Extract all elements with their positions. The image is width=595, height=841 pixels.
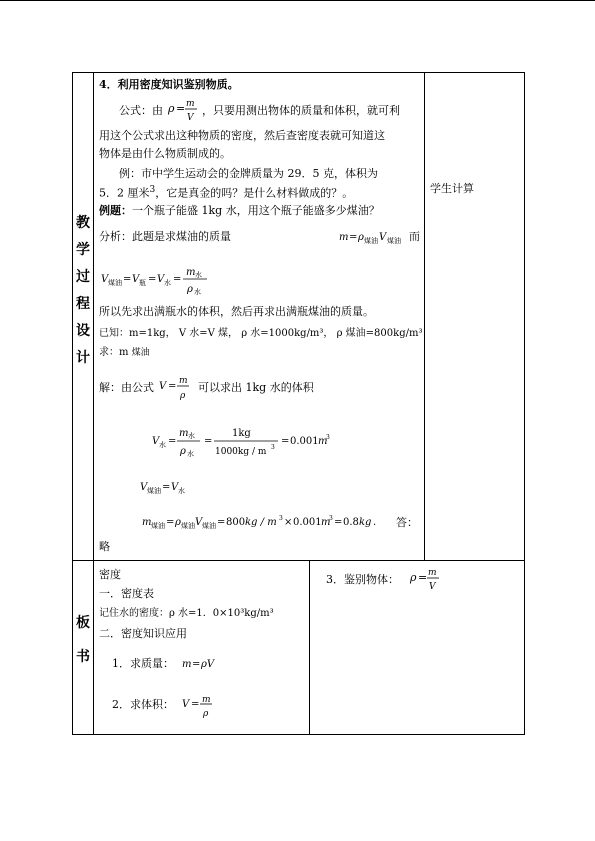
known-values: 已知：m=1kg， V 水=V 煤， ρ 水=1000kg/m³， ρ 煤油=800kg/m³: [99, 328, 423, 339]
svg-text:=: =: [334, 517, 343, 528]
svg-text:1000kg / m: 1000kg / m: [215, 447, 267, 457]
answer-label: 答：: [396, 516, 418, 529]
svg-text:水: 水: [188, 432, 195, 440]
analysis-tail: 而: [409, 230, 420, 243]
answer-text: 略: [99, 540, 110, 553]
board-item: 一．密度表: [99, 587, 154, 600]
svg-text:m: m: [318, 436, 328, 447]
svg-text:=: =: [168, 436, 177, 447]
volume-formula-inline: [157, 373, 197, 403]
kerosene-mass-calc: [140, 513, 390, 531]
svg-text:m: m: [202, 695, 211, 705]
svg-text:ρ: ρ: [203, 709, 209, 719]
find-line: 求：m 煤油: [99, 347, 150, 358]
svg-text:水: 水: [178, 487, 185, 495]
board-sub: 1．求质量：: [112, 657, 174, 670]
water-volume-calc: [150, 424, 360, 458]
svg-text:煤油: 煤油: [202, 522, 216, 530]
svg-text:3: 3: [329, 515, 333, 522]
svg-text:煤油: 煤油: [151, 522, 165, 530]
label-char: 计: [76, 350, 90, 366]
svg-text:V: V: [171, 482, 179, 493]
volume-formula: [180, 692, 220, 722]
solution-prefix: 解：由公式: [99, 381, 154, 394]
board-sub: 3．鉴别物体：: [326, 573, 399, 586]
board-item: 二．密度知识应用: [99, 627, 187, 640]
svg-text:800: 800: [226, 517, 246, 528]
svg-text:ρ: ρ: [168, 102, 175, 115]
example2: 例题：一个瓶子能盛 1kg 水，用这个瓶子能盛多少煤油？: [99, 204, 380, 217]
example1-line2: 5．2 厘米$^3$，它是真金的吗？是什么材料做成的？。: [99, 185, 354, 200]
board-note: 记住水的密度：ρ 水=1．0×10³kg/m³: [99, 608, 274, 619]
side-note: 学生计算: [430, 182, 474, 195]
label-char: 书: [76, 649, 90, 665]
svg-text:V: V: [429, 582, 436, 592]
svg-text:V: V: [182, 699, 190, 710]
formula-tail: ，只要用测出物体的质量和体积，就可利: [202, 104, 400, 117]
svg-text:0.001: 0.001: [293, 517, 322, 528]
rho-formula-inline: [166, 96, 202, 124]
col-divider-label: [93, 72, 94, 735]
svg-text:煤油: 煤油: [147, 487, 161, 495]
example1-line1: 例：市中学生运动会的金牌质量为 29．5 克，体积为: [119, 167, 378, 180]
svg-text:煤油: 煤油: [364, 237, 378, 245]
svg-text:ρ: ρ: [180, 391, 186, 401]
text-line: 物体是由什么物质制成的。: [99, 147, 231, 160]
svg-text:V: V: [159, 381, 167, 392]
svg-text:kg: kg: [359, 517, 372, 528]
svg-text:m: m: [428, 568, 437, 578]
svg-text:m: m: [186, 267, 196, 278]
svg-text:=: =: [217, 517, 226, 528]
svg-text:=: =: [418, 571, 428, 584]
svg-text:m: m: [339, 232, 349, 243]
label-char: 学: [76, 242, 90, 258]
board-title: 密度: [99, 568, 121, 581]
svg-text:V: V: [152, 436, 160, 447]
svg-text:水: 水: [195, 271, 202, 279]
svg-text:V: V: [195, 517, 203, 528]
svg-text:水: 水: [164, 279, 171, 287]
svg-text:V: V: [132, 274, 140, 285]
svg-text:V: V: [187, 113, 194, 123]
section-heading: 4．利用密度知识鉴别物质。: [99, 78, 239, 91]
col-divider-board: [309, 560, 310, 735]
svg-text:水: 水: [187, 450, 194, 458]
label-char: 板: [76, 615, 90, 631]
board-section-label: [74, 606, 92, 674]
solution-tail: 可以求出 1kg 水的体积: [198, 381, 314, 394]
mass-formula: [180, 655, 230, 673]
svg-text:煤油: 煤油: [108, 279, 122, 287]
volume-equality: [138, 478, 198, 496]
svg-text:=: =: [192, 659, 201, 670]
row-divider: [72, 560, 525, 561]
svg-text:=: =: [123, 274, 132, 285]
svg-text:=: =: [168, 381, 177, 392]
label-char: 过: [76, 269, 90, 285]
svg-text:V: V: [101, 274, 109, 285]
svg-text:V: V: [157, 274, 165, 285]
svg-text:3: 3: [326, 434, 330, 441]
col-divider-note: [424, 72, 425, 560]
label-char: 程: [76, 296, 90, 312]
svg-text:=: =: [176, 102, 186, 115]
density-formula: [408, 566, 444, 594]
svg-text:3: 3: [279, 515, 283, 522]
volume-chain-formula: [99, 262, 219, 296]
kerosene-mass-formula: [337, 228, 409, 246]
analysis-text: 分析：此题是求煤油的质量: [99, 230, 231, 243]
svg-text:m: m: [179, 376, 188, 386]
svg-text:水: 水: [159, 441, 166, 449]
svg-text:=: =: [281, 436, 290, 447]
svg-text:0.001: 0.001: [290, 436, 319, 447]
svg-text:=: =: [162, 482, 171, 493]
svg-text:ρ: ρ: [410, 571, 417, 584]
svg-text:煤油: 煤油: [387, 237, 401, 245]
svg-text:V: V: [379, 232, 387, 243]
svg-text:=: =: [204, 436, 213, 447]
svg-text:0.8: 0.8: [343, 517, 359, 528]
svg-text:m: m: [179, 428, 189, 439]
svg-text:ρ: ρ: [180, 446, 186, 457]
svg-text:=: =: [173, 274, 182, 285]
svg-text:×: ×: [284, 517, 293, 528]
svg-text:=: =: [148, 274, 157, 285]
svg-text:m: m: [186, 99, 195, 109]
label-char: 设: [76, 323, 90, 339]
svg-text:ρ: ρ: [187, 284, 193, 295]
page-top-rule: [0, 0, 595, 1]
svg-text:煤油: 煤油: [181, 522, 195, 530]
svg-text:V: V: [140, 482, 148, 493]
text-line: 用这个公式求出这种物质的密度，然后查密度表就可知道这: [99, 129, 385, 142]
first-step-text: 所以先求出满瓶水的体积，然后再求出满瓶煤油的质量。: [99, 305, 374, 318]
svg-text:m: m: [321, 517, 331, 528]
svg-text:ρV: ρV: [201, 659, 215, 670]
label-char: 教: [76, 215, 90, 231]
process-section-label: [74, 210, 92, 372]
board-sub: 2．求体积：: [112, 698, 174, 711]
svg-text:水: 水: [194, 288, 201, 296]
svg-text:ρ: ρ: [358, 232, 364, 243]
svg-text:=: =: [166, 517, 175, 528]
svg-text:=: =: [349, 232, 358, 243]
svg-text:=: =: [191, 699, 200, 710]
svg-text:m: m: [142, 517, 152, 528]
svg-text:m: m: [182, 659, 192, 670]
formula-intro: 公式：由: [119, 104, 163, 117]
svg-text:kg / m: kg / m: [245, 517, 277, 528]
svg-text:ρ: ρ: [175, 517, 181, 528]
svg-text:.: .: [373, 517, 377, 528]
svg-text:1kg: 1kg: [232, 428, 251, 439]
svg-text:3: 3: [271, 444, 275, 451]
svg-text:瓶: 瓶: [139, 279, 146, 287]
